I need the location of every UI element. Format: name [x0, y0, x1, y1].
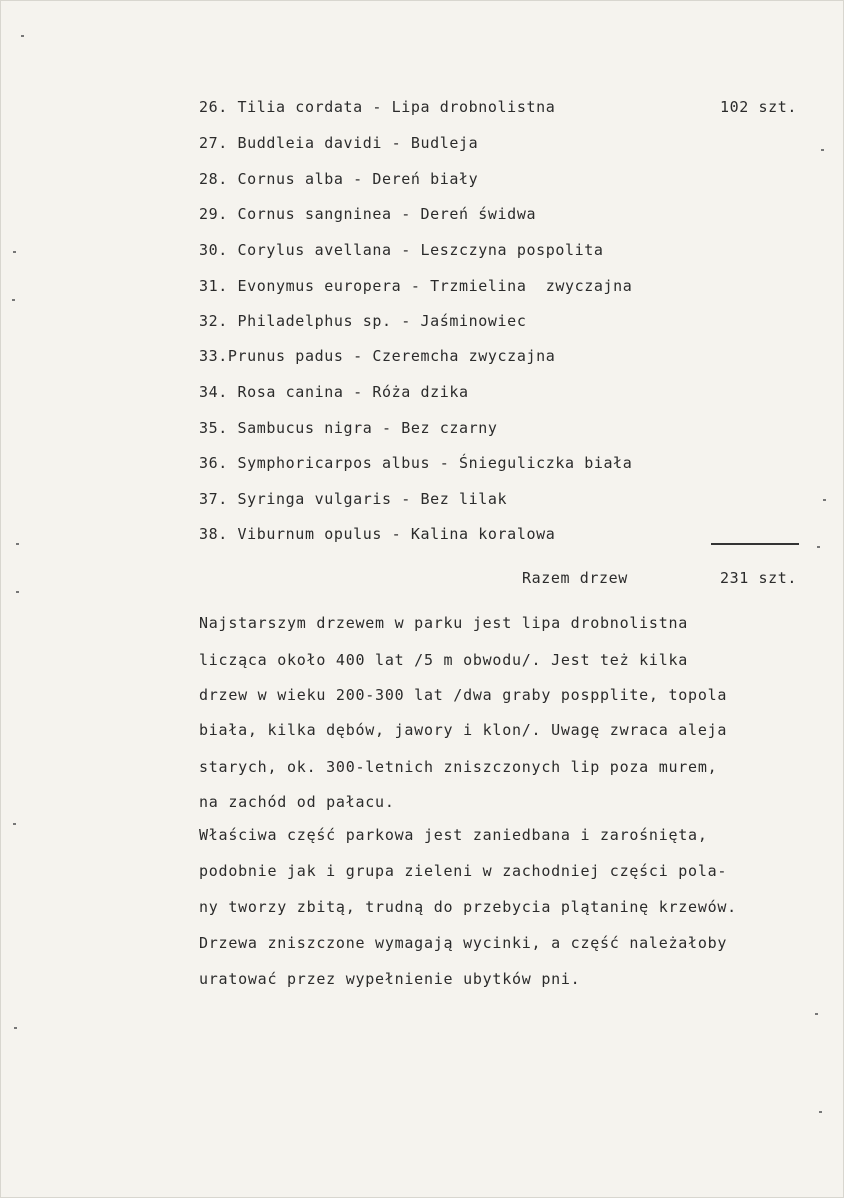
list-item-26-quantity: 102 szt. — [719, 98, 797, 116]
paper-speck — [21, 35, 24, 37]
paper-speck — [13, 823, 16, 825]
list-item-34: 34. Rosa canina - Róża dzika — [199, 383, 469, 401]
paper-speck — [823, 499, 826, 501]
list-item-37: 37. Syringa vulgaris - Bez lilak — [199, 490, 508, 508]
summary-quantity: 231 szt. — [719, 569, 797, 587]
list-item-36: 36. Symphoricarpos albus - Śnieguliczka biała — [199, 454, 633, 472]
paper-speck — [14, 1027, 17, 1029]
sum-rule — [711, 543, 799, 545]
body-line: licząca około 400 lat /5 m obwodu/. Jest też kilka — [199, 651, 689, 669]
paper-speck — [12, 299, 15, 301]
list-item-31: 31. Evonymus europera - Trzmielina zwyczajna — [199, 277, 633, 295]
body-line: na zachód od pałacu. — [199, 793, 395, 811]
list-item-32: 32. Philadelphus sp. - Jaśminowiec — [199, 312, 527, 330]
body-line: drzew w wieku 200-300 lat /dwa graby pospplite, topola — [199, 686, 728, 704]
list-item-27: 27. Buddleia davidi - Budleja — [199, 134, 479, 152]
list-item-28: 28. Cornus alba - Dereń biały — [199, 170, 479, 188]
body-line: Najstarszym drzewem w parku jest lipa drobnolistna — [199, 614, 689, 632]
paper-speck — [13, 251, 16, 253]
list-item-35: 35. Sambucus nigra - Bez czarny — [199, 419, 498, 437]
body-line: uratować przez wypełnienie ubytków pni. — [199, 970, 581, 988]
body-line: Drzewa zniszczone wymagają wycinki, a część należałoby — [199, 934, 728, 952]
body-line: podobnie jak i grupa zieleni w zachodniej części pola- — [199, 862, 728, 880]
summary-label: Razem drzew — [522, 569, 628, 587]
list-item-38: 38. Viburnum opulus - Kalina koralowa — [199, 525, 556, 543]
body-line: biała, kilka dębów, jawory i klon/. Uwagę zwraca aleja — [199, 721, 728, 739]
list-item-29: 29. Cornus sangninea - Dereń świdwa — [199, 205, 537, 223]
list-item-33: 33.Prunus padus - Czeremcha zwyczajna — [199, 347, 556, 365]
paper-speck — [815, 1013, 818, 1015]
list-item-26: 26. Tilia cordata - Lipa drobnolistna — [199, 98, 556, 116]
paper-speck — [817, 546, 820, 548]
body-line: starych, ok. 300-letnich zniszczonych lip poza murem, — [199, 758, 718, 776]
paper-speck — [821, 149, 824, 151]
paper-speck — [16, 591, 19, 593]
list-item-30: 30. Corylus avellana - Leszczyna pospolita — [199, 241, 604, 259]
paper-speck — [16, 543, 19, 545]
paper-speck — [819, 1111, 822, 1113]
body-line: ny tworzy zbitą, trudną do przebycia plątaninę krzewów. — [199, 898, 737, 916]
body-line: Właściwa część parkowa jest zaniedbana i zarośnięta, — [199, 826, 708, 844]
